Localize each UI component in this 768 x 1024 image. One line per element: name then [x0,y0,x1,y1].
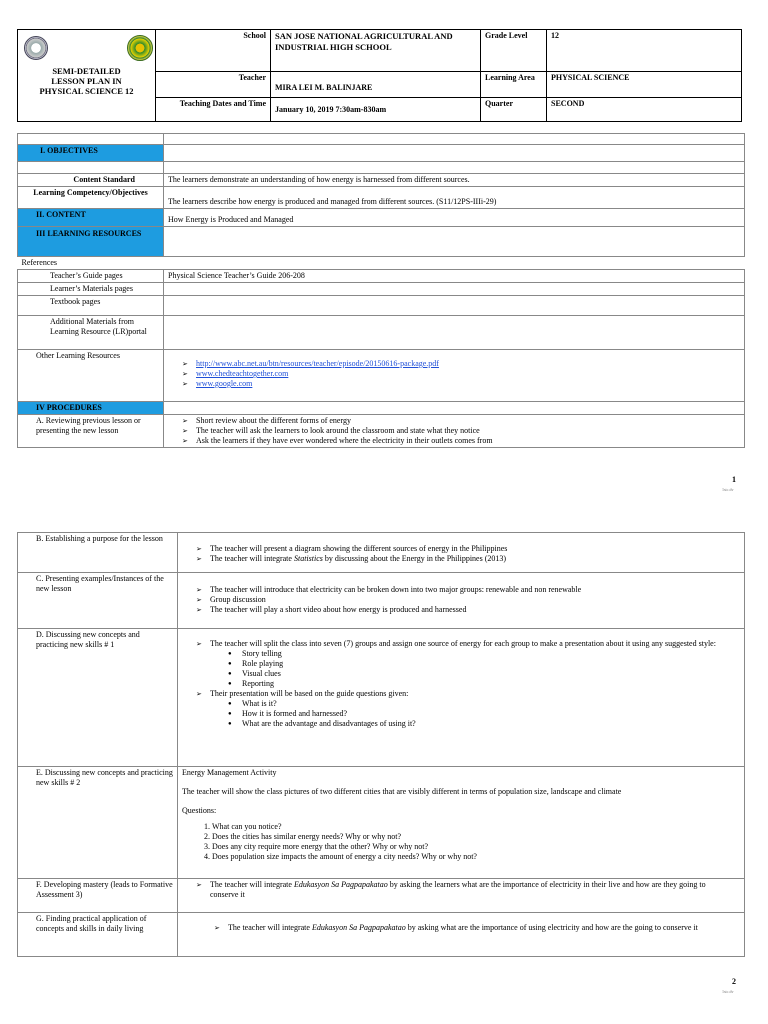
quarter-label: Quarter [481,97,547,121]
school-label: School [156,30,271,72]
header-table [17,29,742,122]
list-item: ➢ The teacher will split the class into seven (7) groups and assign one source of energy for each group to make a presentation about it using any suggested style: [182,639,740,649]
school-seal-icon [127,35,153,61]
references-label: References [18,257,745,270]
grade-value: 12 [547,30,742,72]
list-item: ➢ The teacher will play a short video about how energy is produced and harnessed [182,605,740,615]
watermark: 1stc.dv [722,487,734,492]
proc-a-list [168,416,740,446]
proc-d-label: D. Discussing new concepts and practicing new skills # 1 [18,629,178,767]
list-item: ➢ Their presentation will be based on the guide questions given: [182,689,740,699]
title-line: PHYSICAL SCIENCE 12 [39,85,134,96]
teacher-value: MIRA LEI M. BALINJARE [271,72,481,97]
other-resources-label: Other Learning Resources [18,350,164,402]
proc-d-list [182,639,740,649]
lm-label: Learner’s Materials pages [18,283,164,296]
content-standard-label: Content Standard [18,174,164,187]
proc-c-label: C. Presenting examples/Instances of the new lesson [18,573,178,629]
additional-materials-label: Additional Materials from Learning Resource (LR)portal [18,316,164,350]
section-resources: III LEARNING RESOURCES [18,227,164,257]
area-label: Learning Area [481,72,547,97]
section-content: II. CONTENT [18,209,164,227]
questions-label: Questions: [182,806,217,815]
title-cell [18,30,156,122]
grade-label: Grade Level [481,30,547,72]
list-item: ➢ Short review about the different forms of energy [168,416,740,426]
list-item: ● What are the advantage and disadvantages of using it? [228,719,740,729]
activity-questions [182,822,740,862]
dates-value: January 10, 2019 7:30am-830am [271,97,481,121]
style-list [182,649,740,689]
list-item: 3. Does any city require more energy that the other? Why or why not? [212,842,740,852]
tg-label: Teacher’s Guide pages [18,270,164,283]
dates-label: Teaching Dates and Time [156,97,271,121]
content-standard-value: The learners demonstrate an understanding of how energy is harnessed from different sources. [164,174,745,187]
list-item: ➢ The teacher will ask the learners to look around the classroom and state what they notice [168,426,740,436]
proc-b-label: B. Establishing a purpose for the lesson [18,533,178,573]
list-item: ➢ The teacher will integrate Statistics by discussing about the Energy in the Philippines (2013) [182,554,740,564]
activity-title: Energy Management Activity [182,768,277,777]
lesson-table-2 [17,532,745,957]
list-item: ➢ The teacher will present a diagram showing the different sources of energy in the Philippines [182,544,740,554]
competency-value: The learners describe how energy is produced and managed from different sources. (S11/12PS-IIIi-29) [164,187,745,209]
list-item: ● How it is formed and harnessed? [228,709,740,719]
activity-text: The teacher will show the class pictures of two different cities that are visibly different in terms of population size, landscape and climate [182,787,622,796]
competency-label: Learning Competency/Objectives [18,187,164,209]
section-objectives: I. OBJECTIVES [18,145,164,162]
deped-seal-icon [24,36,48,60]
resource-link[interactable]: http://www.abc.net.au/btn/resources/teacher/episode/20150616-package.pdf [196,359,439,368]
list-item: ● What is it? [228,699,740,709]
list-item: ➢ Ask the learners if they have ever wondered where the electricity in their outlets comes from [168,436,740,446]
teacher-label: Teacher [156,72,271,97]
list-item: 1. What can you notice? [212,822,740,832]
page-number: 1 [732,475,736,484]
proc-e-label: E. Discussing new concepts and practicing new skills # 2 [18,767,178,879]
page-number: 2 [732,977,736,986]
list-item: 2. Does the cities has similar energy needs? Why or why not? [212,832,740,842]
title-line: LESSON PLAN IN [51,75,122,86]
school-value: SAN JOSE NATIONAL AGRICULTURAL AND INDUSTRIAL HIGH SCHOOL [271,30,481,72]
title-line: SEMI-DETAILED [52,66,121,76]
proc-b-list [182,544,740,564]
lesson-table-1 [17,133,745,448]
list-item: ➢ Group discussion [182,595,740,605]
list-item: 4. Does population size impacts the amount of energy a city needs? Why or why not? [212,852,740,862]
list-item: ● Role playing [228,659,740,669]
proc-g-label: G. Finding practical application of concepts and skills in daily living [18,913,178,957]
proc-f-label: F. Developing mastery (leads to Formative Assessment 3) [18,879,178,913]
list-item: ➢ The teacher will introduce that electricity can be broken down into two major groups: renewable and non renewable [182,585,740,595]
area-value: PHYSICAL SCIENCE [547,72,742,97]
section-procedures: IV PROCEDURES [18,402,164,415]
proc-c-list [182,585,740,615]
proc-a-label: A. Reviewing previous lesson or presenting the new lesson [18,415,164,448]
content-value: How Energy is Produced and Managed [164,209,745,227]
watermark: 1stc.dv [722,989,734,994]
resource-links [168,359,740,389]
proc-f-list [182,880,740,900]
resource-link[interactable]: www.chedteachtogether.com [196,369,289,378]
list-item: ➢ The teacher will integrate Edukasyon Sa Pagpapakatao by asking the learners what are the importance of electricity in their live and how are they going to conserve it [182,880,730,900]
proc-d-list-2 [182,689,740,699]
proc-g-list [182,923,740,933]
guide-question-list [182,699,740,729]
quarter-value: SECOND [547,97,742,121]
resource-link[interactable]: www.google.com [196,379,253,388]
list-item: ● Visual clues [228,669,740,679]
list-item: ● Story telling [228,649,740,659]
list-item: ● Reporting [228,679,740,689]
textbook-label: Textbook pages [18,296,164,316]
tg-value: Physical Science Teacher’s Guide 206-208 [164,270,745,283]
list-item: ➢ The teacher will integrate Edukasyon Sa Pagpapakatao by asking what are the importance of using electricity and how are the going to conserve it [200,923,730,933]
